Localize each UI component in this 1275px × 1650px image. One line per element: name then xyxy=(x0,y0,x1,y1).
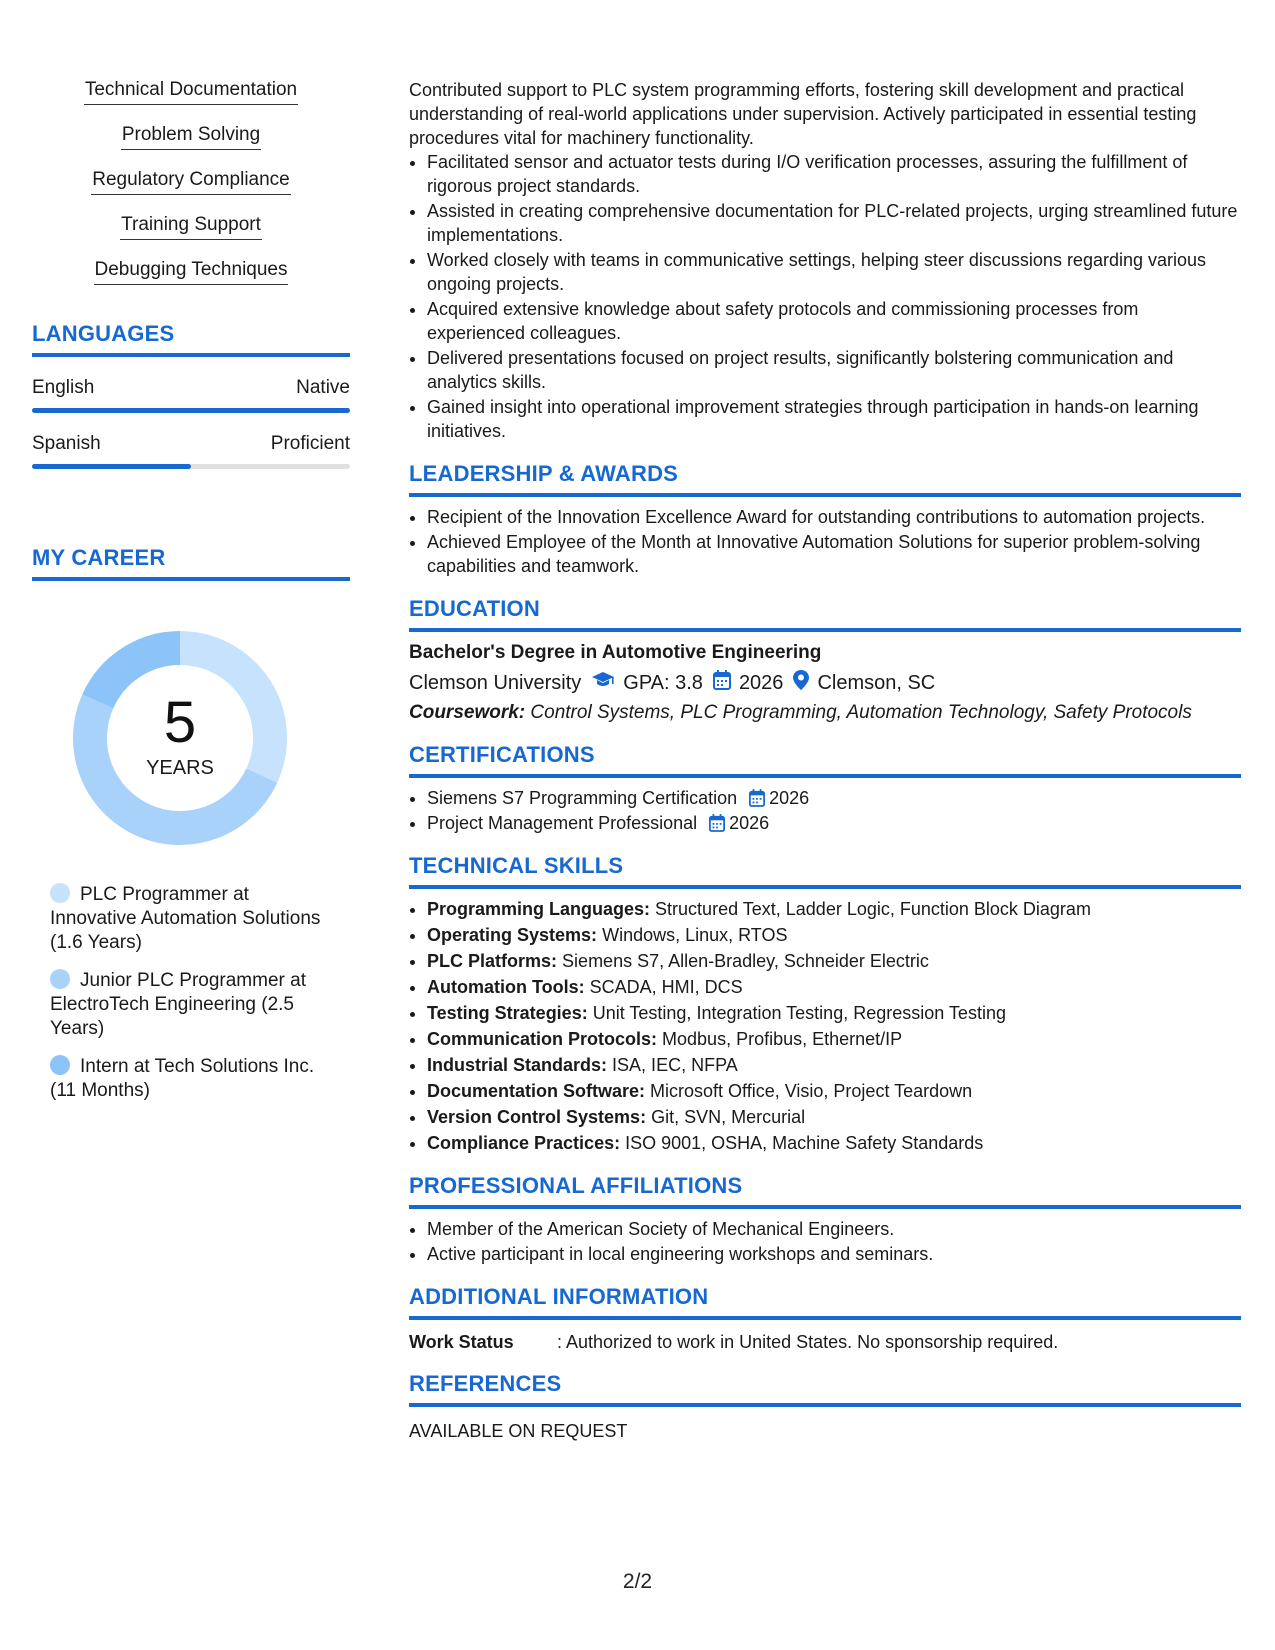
list-item: • Acquired extensive knowledge about safety protocols and commissioning processes from experienced colleagues. xyxy=(427,297,1241,345)
references-text: AVAILABLE ON REQUEST xyxy=(409,1421,628,1441)
career-section xyxy=(32,545,350,1103)
skills-list xyxy=(32,78,350,287)
left-column xyxy=(32,78,350,1117)
skill-item: Regulatory Compliance xyxy=(32,168,350,197)
experience-section xyxy=(409,78,1241,443)
list-item: • Recipient of the Innovation Excellence Award for outstanding contributions to automation projects. xyxy=(427,505,1241,529)
career-title: MY CAREER xyxy=(32,545,350,581)
list-item: • Facilitated sensor and actuator tests during I/O verification processes, assuring the fulfillment of rigorous project standards. xyxy=(427,150,1241,198)
list-item: • Assisted in creating comprehensive documentation for PLC-related projects, urging streamlined future implementations. xyxy=(427,199,1241,247)
certification-year: 2026 xyxy=(769,788,810,808)
technical-skills-section xyxy=(409,853,1241,1155)
affiliations-section xyxy=(409,1173,1241,1266)
list-item: • Compliance Practices: ISO 9001, OSHA, Machine Safety Standards xyxy=(427,1131,1241,1155)
skill-item: Debugging Techniques xyxy=(32,258,350,287)
list-item xyxy=(427,811,1241,835)
language-bar xyxy=(32,408,350,413)
list-item: • Programming Languages: Structured Text, Ladder Logic, Function Block Diagram xyxy=(427,897,1241,921)
language-bar xyxy=(32,464,350,469)
list-item: • Communication Protocols: Modbus, Profibus, Ethernet/IP xyxy=(427,1027,1241,1051)
list-item: • Delivered presentations focused on project results, significantly bolstering communication and analytics skills. xyxy=(427,346,1241,394)
technical-skills-title: TECHNICAL SKILLS xyxy=(409,853,1241,889)
leadership-section xyxy=(409,461,1241,578)
legend-item: PLC Programmer at Innovative Automation Solutions (1.6 Years) xyxy=(50,884,321,953)
calendar-icon xyxy=(709,814,725,832)
language-entry xyxy=(32,377,350,413)
language-level: Native xyxy=(296,377,350,398)
education-section xyxy=(409,596,1241,724)
list-item: • Operating Systems: Windows, Linux, RTOS xyxy=(427,923,1241,947)
legend-item: Junior PLC Programmer at ElectroTech Engineering (2.5 Years) xyxy=(50,970,306,1039)
list-item: • Gained insight into operational improvement strategies through participation in hands-on learning initiatives. xyxy=(427,395,1241,443)
calendar-icon xyxy=(713,670,731,696)
education-year: 2026 xyxy=(738,671,784,694)
education-title: EDUCATION xyxy=(409,596,1241,632)
experience-bullets xyxy=(409,150,1241,443)
list-item: • PLC Platforms: Siemens S7, Allen-Bradley, Schneider Electric xyxy=(427,949,1241,973)
work-status-value: : Authorized to work in United States. No sponsorship required. xyxy=(557,1332,1059,1352)
career-legend xyxy=(50,883,340,1103)
references-section xyxy=(409,1371,1241,1442)
legend-dot xyxy=(50,883,70,903)
education-location: Clemson, SC xyxy=(817,671,936,694)
education-school: Clemson University xyxy=(409,671,582,694)
education-coursework xyxy=(409,702,1241,724)
list-item xyxy=(427,786,1241,810)
list-item: • Industrial Standards: ISA, IEC, NFPA xyxy=(427,1053,1241,1077)
education-gpa: GPA: 3.8 xyxy=(623,671,703,694)
education-degree: Bachelor's Degree in Automotive Engineering xyxy=(409,642,822,663)
list-item: • Worked closely with teams in communicative settings, helping steer discussions regarding various ongoing projects. xyxy=(427,248,1241,296)
list-item: • Documentation Software: Microsoft Office, Visio, Project Teardown xyxy=(427,1079,1241,1103)
list-item: • Version Control Systems: Git, SVN, Mercurial xyxy=(427,1105,1241,1129)
list-item: • Member of the American Society of Mechanical Engineers. xyxy=(427,1217,1241,1241)
experience-intro: Contributed support to PLC system programming efforts, fostering skill development and practical understanding of real-world applications under supervision. Actively participated in essential testing procedures vital for machinery functionality. xyxy=(409,80,1197,148)
list-item: • Active participant in local engineering workshops and seminars. xyxy=(427,1242,1241,1266)
calendar-icon xyxy=(749,789,765,807)
certifications-section xyxy=(409,742,1241,835)
list-item: • Automation Tools: SCADA, HMI, DCS xyxy=(427,975,1241,999)
additional-info-section xyxy=(409,1284,1241,1353)
graduation-cap-icon xyxy=(591,671,615,695)
skill-item: Training Support xyxy=(32,213,350,242)
skill-item: Problem Solving xyxy=(32,123,350,152)
certification-year: 2026 xyxy=(729,813,770,833)
skill-item: Technical Documentation xyxy=(32,78,350,107)
language-level: Proficient xyxy=(270,433,350,454)
legend-dot xyxy=(50,969,70,989)
list-item: • Testing Strategies: Unit Testing, Integration Testing, Regression Testing xyxy=(427,1001,1241,1025)
list-item: • Achieved Employee of the Month at Innovative Automation Solutions for superior problem-solving capabilities and teamwork. xyxy=(427,530,1241,578)
language-bar-fill xyxy=(32,408,350,413)
coursework-label: Coursework: xyxy=(409,702,526,723)
career-donut xyxy=(65,623,295,853)
references-title: REFERENCES xyxy=(409,1371,1241,1407)
leadership-title: LEADERSHIP & AWARDS xyxy=(409,461,1241,497)
language-name: Spanish xyxy=(32,433,101,454)
certification-name: • Project Management Professional xyxy=(427,813,698,833)
language-name: English xyxy=(32,377,95,398)
map-pin-icon xyxy=(793,670,809,696)
affiliations-title: PROFESSIONAL AFFILIATIONS xyxy=(409,1173,1241,1209)
certifications-title: CERTIFICATIONS xyxy=(409,742,1241,778)
legend-dot xyxy=(50,1055,70,1075)
additional-info-title: ADDITIONAL INFORMATION xyxy=(409,1284,1241,1320)
education-meta xyxy=(409,670,1241,696)
languages-section xyxy=(32,321,350,469)
coursework-value: Control Systems, PLC Programming, Automation Technology, Safety Protocols xyxy=(530,702,1192,723)
legend-item: Intern at Tech Solutions Inc. (11 Months) xyxy=(50,1056,315,1101)
work-status-label: Work Status xyxy=(409,1332,514,1352)
career-total-years: 5 xyxy=(163,690,197,755)
career-total-unit: YEARS xyxy=(146,757,214,779)
certification-name: • Siemens S7 Programming Certification xyxy=(427,788,738,808)
language-bar-fill xyxy=(32,464,191,469)
language-entry xyxy=(32,433,350,469)
right-column xyxy=(409,78,1241,1442)
page-number: 2/2 xyxy=(622,1570,653,1593)
languages-title: LANGUAGES xyxy=(32,321,350,357)
